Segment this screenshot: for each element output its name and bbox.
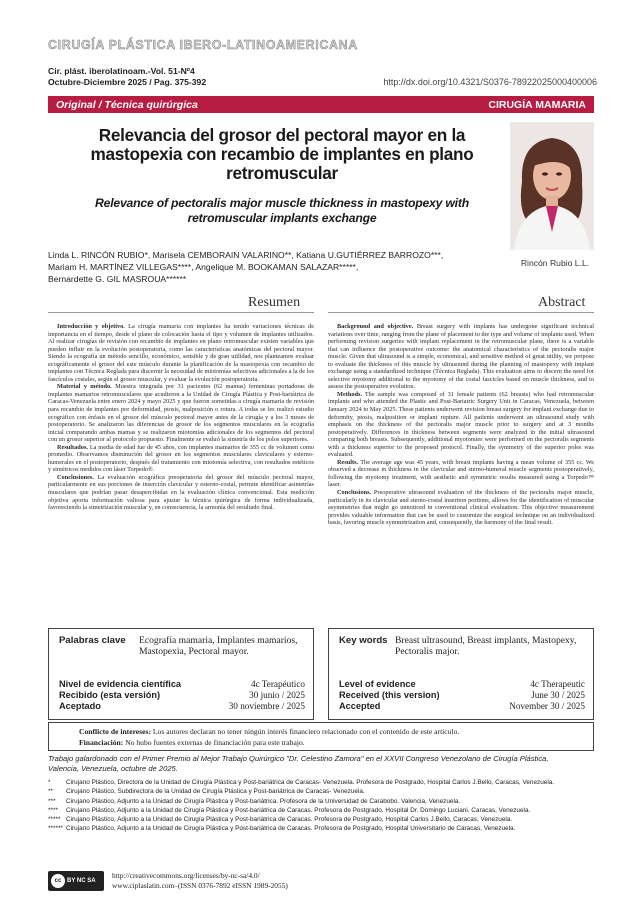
- coi-text: Los autores declaran no tener ningún interés financiero relacionado con el contenido de este artículo.: [151, 727, 460, 736]
- footnote: [48, 787, 594, 796]
- paragraph-label: Results.: [337, 458, 359, 466]
- footnote-text: Cirujano Plástico, Directora de la Unidad de Cirugía Plástica y Post-bariátrica de Caracas- Venezuela. Profesora de Postgrado, Hospital Carlos J.Bello, Caracas, Venezuela.: [66, 779, 555, 786]
- author-line: Linda L. RINCÓN RUBIO*, Marisela CEMBORAIN VALARINO**, Katiana U.GUTIÉRREZ BARROZO***,: [48, 250, 444, 260]
- footnote: [48, 806, 594, 815]
- article-topic: CIRUGÍA MAMARIA: [488, 98, 586, 111]
- accepted-label: Aceptado: [59, 701, 101, 711]
- keywords-box-spanish: [48, 628, 314, 720]
- license-block: [48, 868, 288, 894]
- paragraph-text: La media de edad fue de 45 años, con implantes mamarios de 355 cc de volumen como promedio. Observamos disminución del grosor en los segmentos musculares claviculares y esterno-humerales en el postoperatorio, después del tratamiento con miotomía selectiva, con resultados estéticos y simétricos medidos con láser Torpedo®.: [48, 443, 314, 474]
- received-label: Received (this version): [339, 690, 440, 700]
- award-note: Trabajo galardonado con el Primer Premio al Mejor Trabajo Quirúrgico "Dr. Celestino Zamora" en el XXVII Congreso Venezolano de Cirugía Plástica, Valencia, Venezuela, octubre de 2025.: [48, 754, 549, 773]
- paragraph-text: Breast surgery with implants has undergone significant technical variations over time, ranging from the plane of placement to the type and volume of implants used. When performing revision surgeries with implant replacement in the retromuscular plane, there is a variable that can influence the postoperative outcome: the anatomical characteristics of the pectoralis major muscle. Given that ultrasound is a simple, economical, and sensitive method of great utility, we propose to evaluate the thickness of this muscle by ultrasound during the planning of mastopexy with implant exchange using a standardized technique (Técnica Reglada). This evaluation aims to discern the need for selective myotomy additional to the myotomy of the costal fascicles based on muscle thickness, and to assess the postoperative evolution.: [328, 323, 594, 391]
- footnote-text: Cirujano Plástico, Adjunto a la Unidad de Cirugía Plástica y Post-bariátrica de Caracas. Profesora de Postgrado, Hospital Universitario de Caracas, Venezuela.: [66, 825, 516, 833]
- footnote-text: Cirujano Plástico, Subdirectora de la Unidad de Cirugía Plástica y Post-bariátrica de Caracas- Venezuela.: [66, 788, 365, 796]
- footnote: [48, 797, 594, 806]
- author-portrait-image: [510, 122, 594, 250]
- abstract-heading: Abstract: [538, 295, 586, 310]
- accepted-value: 30 noviembre / 2025: [228, 701, 305, 711]
- paragraph-label: Methods.: [337, 390, 363, 398]
- affiliation-footnotes: [48, 778, 594, 834]
- paragraph-text: Muestra integrada por 31 pacientes (62 mamas) femeninas portadoras de implantes mamarios retromusculares que acudieron a la Unidad de Cirugía Plástica y Post-bariátrica de Caracas-Venezuela entre enero 2024 y mayo 2025 y que fueron sometidas a cirugía mamaria de revisión para recambio de implantes por deformidad, ptosis, malposición o rotura. A todas se les realizó estudio ecográfico con énfasis en el grosor del músculo pectoral mayor antes de la cirugía y a los 3 meses de postoperatorio. Se analizaron las diferencias de grosor de los segmentos musculares en la ecografía inicial comparando ambas mamas y se realizaron miotomías adicionales de los segmentos del pectoral con un grosor superior al protocolo propuesto. Finalmente se evaluó la simetría de los polos superiores.: [48, 383, 314, 444]
- journal-citation: Cir. plást. iberolatinoam.-Vol. 51-Nº4: [48, 66, 195, 76]
- keywords-text: Breast ultrasound, Breast implants, Mastopexy, Pectoralis major.: [395, 635, 577, 657]
- photo-caption: Rincón Rubio L.L.: [520, 258, 590, 268]
- footnote-text: Cirujano Plástico, Adjunto a la Unidad de Cirugía Plástica y Post-bariátrica de Caracas. Profesora de Postgrado, Hospital Dr. Domingo Luciani. Caracas, Venezuela.: [66, 806, 531, 814]
- author-photo: [510, 122, 594, 250]
- abstract-paragraph: [328, 489, 594, 527]
- section-bar: [48, 96, 594, 113]
- paragraph-label: Background and objective.: [337, 323, 414, 330]
- funding-label: Financiación:: [79, 738, 124, 747]
- abstract-paragraph: [328, 323, 594, 391]
- author-line: Mariam H. MARTÍNEZ VILLEGAS****, Angelique M. BOOKAMAN SALAZAR*****,: [48, 262, 359, 272]
- evidence-label: Nivel de evidencia científica: [59, 679, 182, 689]
- divider: [328, 312, 594, 313]
- journal-site[interactable]: www.ciplaslatin.com–(ISSN 0376-7892 eISSN 1989-2055): [112, 881, 288, 890]
- keywords-label: Key words: [339, 635, 388, 646]
- received-value: June 30 / 2025: [531, 690, 585, 700]
- footnote: [48, 824, 594, 833]
- keywords-label: Palabras clave: [59, 635, 126, 646]
- title-spanish: Relevancia del grosor del pectoral mayor en la mastopexia con recambio de implantes en plano retromuscular: [90, 125, 474, 183]
- footnote-mark: **: [48, 788, 53, 796]
- footnote-mark: ****: [48, 806, 58, 814]
- accepted-value: November 30 / 2025: [509, 701, 585, 711]
- license-text: [112, 871, 288, 891]
- author-line: Bernardette G. GIL MASROUA******: [48, 274, 187, 284]
- resumen-paragraph: [48, 323, 314, 383]
- footnote-text: Cirujano Plástico, Adjunto a la Unidad de Cirugía Plástica y Post-bariátrica. Profesora de la Universidad de Carabobo. Valencia, Venezuela.: [66, 797, 461, 805]
- conflicts-box: [48, 722, 594, 751]
- creative-commons-badge[interactable]: [48, 871, 104, 891]
- received-value: 30 junio / 2025: [249, 690, 305, 700]
- journal-dates-pages: Octubre-Diciembre 2025 / Pag. 375-392: [48, 77, 207, 87]
- footnote: [48, 815, 594, 824]
- footnote: [48, 778, 594, 787]
- accepted-label: Accepted: [339, 701, 381, 711]
- resumen-paragraph: [48, 474, 314, 512]
- abstract-body: [328, 323, 594, 527]
- keywords-box-english: [328, 628, 594, 720]
- paragraph-text: The average age was 45 years, with breast implants having a mean volume of 355 cc. We observed a decrease in thickness in the clavicular and sterno-humeral muscle segments postoperatively, following the myotomy treatment, with aesthetic and symmetric results measured using a Torpedo™ laser.: [328, 458, 594, 489]
- footnote-mark: ******: [48, 825, 63, 833]
- footnote-mark: ***: [48, 797, 56, 805]
- author-list: [48, 249, 508, 285]
- received-label: Recibido (esta versión): [59, 690, 161, 700]
- resumen-body: [48, 323, 314, 512]
- paragraph-label: Material y método.: [57, 383, 112, 391]
- resumen-paragraph: [48, 383, 314, 443]
- paragraph-label: Introducción y objetivo.: [57, 323, 125, 330]
- funding-text: No hubo fuentes externas de financiación para este trabajo.: [123, 738, 305, 747]
- divider: [48, 312, 314, 313]
- footnote-mark: *: [48, 779, 51, 786]
- evidence-label: Level of evidence: [339, 679, 416, 689]
- paragraph-label: Conclusiones.: [57, 473, 94, 481]
- funding: [79, 737, 563, 748]
- conflict-of-interest: [79, 726, 563, 737]
- license-url[interactable]: http://creativecommons.org/licenses/by-nc-sa/4.0/: [112, 871, 260, 880]
- evidence-value: 4c Terapéutico: [250, 679, 305, 689]
- cc-icon: cc: [51, 874, 65, 888]
- abstract-paragraph: [328, 459, 594, 489]
- resumen-paragraph: [48, 444, 314, 474]
- footnote-text: Cirujano Plástico, Adjunto a la Unidad de Cirugía Plástica y Post-bariátrica de Caracas. Profesora de Postgrado, Hospital Carlos J.Bello, Caracas, Venezuela.: [66, 816, 513, 824]
- paragraph-text: The sample was composed of 31 female patients (62 breasts) who had retromuscular implants and who attended the Plastic and Post-Bariatric Surgery Unit in Caracas, Venezuela, between January 2024 to May 2025. These patients underwent revision breast surgery for implant exchange due to deformity, ptosis, malposition or implant rupture. All patients underwent an ultrasound study with emphasis on the thickness of the pectoralis major muscle prior to surgery and at 3 months postoperatively. Differences in thickness between segments were analyzed in the initial ultrasound comparing both breasts. Subsequently, additional myotomies were performed on the pectoralis segments with a thickness superior to the proposed protocol. Finally, the symmetry of the superior poles was evaluated.: [328, 390, 594, 459]
- footnote-mark: *****: [48, 816, 61, 824]
- coi-label: Conflicto de intereses:: [79, 727, 151, 736]
- journal-masthead: CIRUGÍA PLÁSTICA IBERO-LATINOAMERICANA: [48, 38, 358, 52]
- title-english: Relevance of pectoralis major muscle thickness in mastopexy with retromuscular implants exchange: [95, 196, 469, 225]
- paragraph-text: La evaluación ecográfica preoperatoria del grosor del músculo pectoral mayor, particularmente en sus porciones de inserción clavicular y esterno-costal, permite identificar asimetrías musculares que podrían pasar desapercibidas en la evaluación clínica convencional. Esta medición objetiva aporta información valiosa para ajustar la técnica quirúrgica de forma individualizada, favoreciendo la simetrización muscular y, en consecuencia, la armonía del resultado final.: [48, 473, 314, 512]
- paragraph-label: Resultados.: [57, 443, 88, 451]
- journal-citation-block: [48, 66, 206, 88]
- cc-badge-text: BY NC SA: [67, 878, 96, 884]
- doi-link[interactable]: http://dx.doi.org/10.4321/S0376-78922025000400006: [383, 77, 597, 87]
- paragraph-text: Preoperative ultrasound evaluation of the thickness of the pectoralis major muscle, particularly in its clavicular and sterno-costal insertion portions, allows for the identification of muscular asymmetries that might go unnoticed in conventional clinical evaluation. This objective measurement provides valuable information that can be used to customize the surgical technique on an individualized basis, favoring muscle symmetrization and, consequently, the harmony of the final result.: [328, 489, 594, 527]
- paragraph-text: La cirugía mamaria con implantes ha tenido variaciones técnicas de importancia en el tiempo, desde el plano de colocación hasta el tipo y volumen de implantes utilizados. Al realizar cirugías de revisión con recambio de implantes en plano retromuscular existen variables que pueden influir en la evolución postoperatoria, como las características anatómicas del pectoral mayor. Siendo la ecografía un método sencillo, económico, sensible y de gran utilidad, nos planteamos evaluar ecográficamente el grosor del este músculo durante la planificación de la mastopexia con recambio de implantes con Técnica Reglada para discernir la necesidad de miotomías selectivas adicionales a la de los fascículos costales, según el grosor muscular, y evaluar la evolución postoperatoria.: [48, 323, 314, 383]
- resumen-heading: Resumen: [248, 295, 301, 310]
- abstract-paragraph: [328, 391, 594, 459]
- paragraph-label: Conclusions.: [337, 489, 372, 497]
- article-type: Original / Técnica quirúrgica: [56, 98, 198, 111]
- evidence-value: 4c Therapeutic: [530, 679, 585, 689]
- keywords-text: Ecografía mamaria, Implantes mamarios, Mastopexia, Pectoral mayor.: [139, 635, 298, 657]
